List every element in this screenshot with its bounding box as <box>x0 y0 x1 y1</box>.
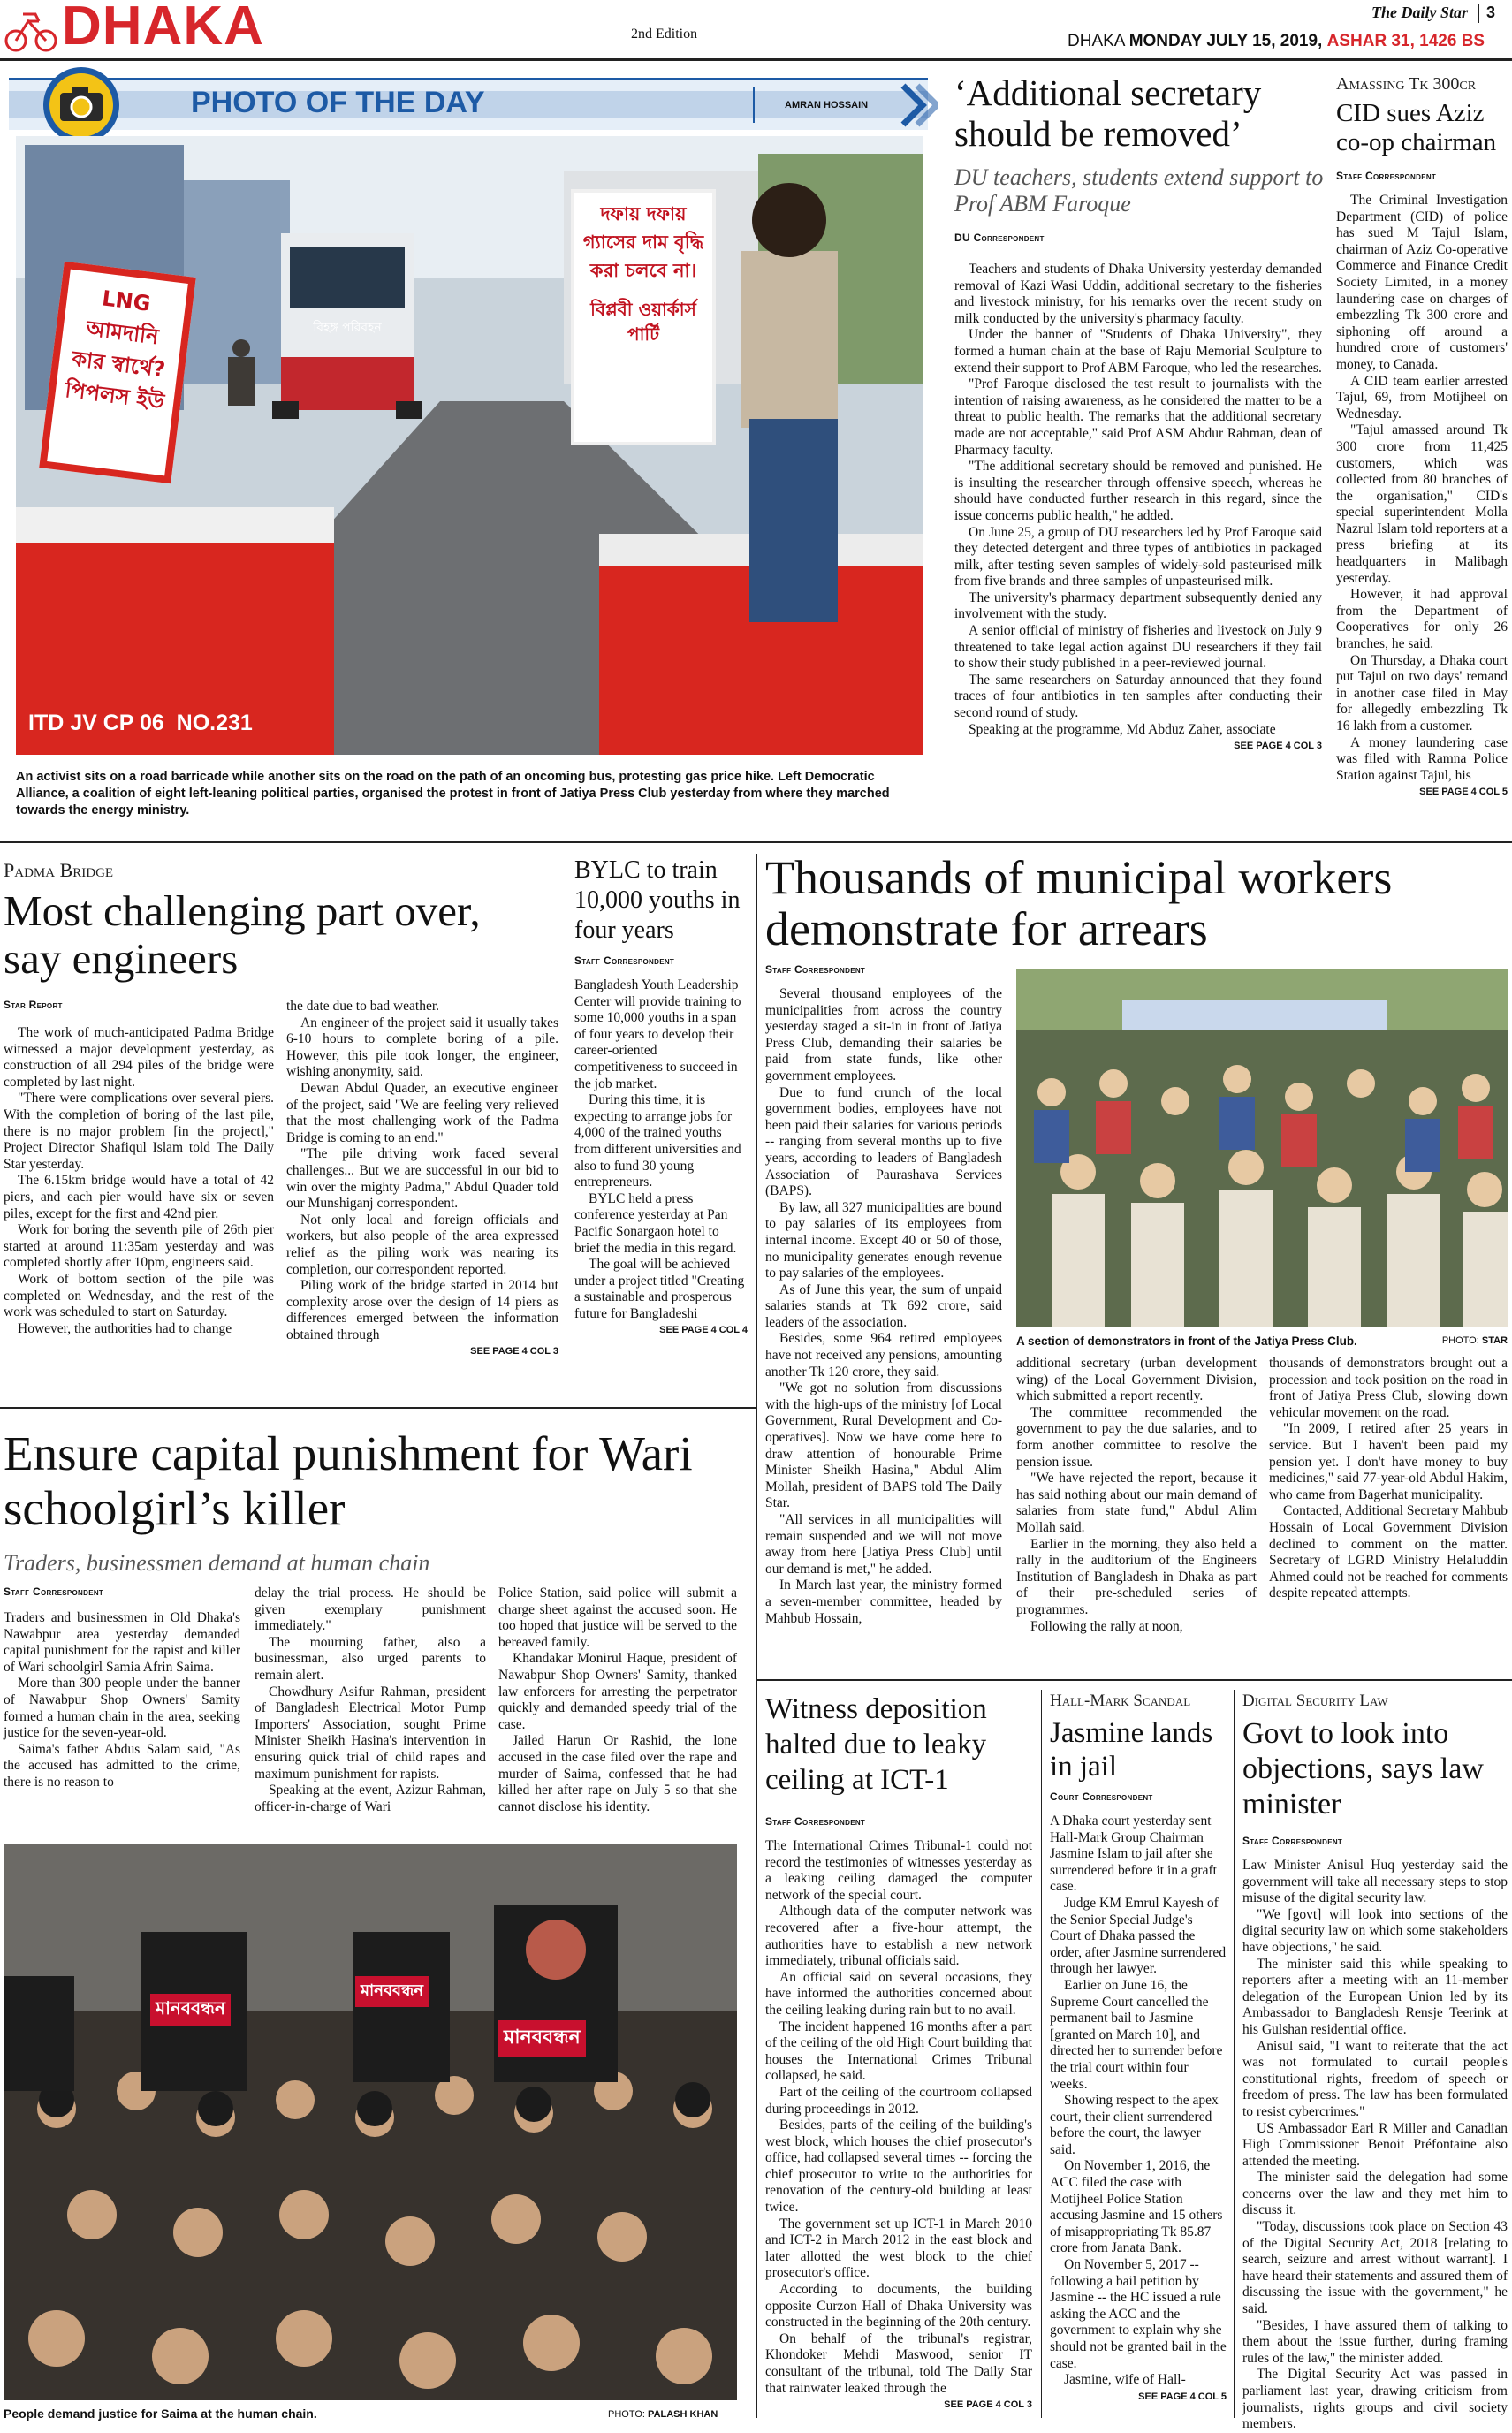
jump-line: SEE PAGE 4 COL 5 <box>1138 2391 1227 2402</box>
banner-title: PHOTO OF THE DAY <box>191 86 485 119</box>
paragraph: The government set up ICT-1 in March 2010 and ICT-2 in March 2012 in the east block and later allotted the west block to the chief prosecutor's office. <box>765 2216 1032 2281</box>
paragraph: Earlier on June 16, the Supreme Court cancelled the permanent bail to Jasmine [granted on March 10], and directed her to surrender before the trial court within four weeks. <box>1050 1977 1223 2092</box>
dateline <box>1068 32 1485 51</box>
paragraph: Piling work of the bridge started in 2014 but complexity arose over the design of 14 piers as differences emerged between the information obtained through <box>286 1278 558 1342</box>
paragraph: "In 2009, I retired after 25 years in service. But I haven't been paid my pension yet. I don't have money to buy medicines," said 77-year-old Abdul Hakim, who came from Bagerhat municipality. <box>1269 1421 1508 1502</box>
wari-headline: Ensure capital punishment for Wari schoolgirl’s killer <box>4 1426 693 1535</box>
column-rule <box>1041 1690 1042 2418</box>
jasmine-kicker: Hall-Mark Scandal <box>1050 1692 1191 1710</box>
photo-credit: AMRAN HOSSAIN <box>785 100 869 110</box>
wari-col-2 <box>255 1585 486 1815</box>
paragraph: During this time, it is expecting to arrange jobs for 4,000 of the trained youths from different universities and also to fund 30 young entrepreneurs. <box>574 1092 741 1190</box>
cid-byline: Staff Correspondent <box>1336 170 1437 182</box>
paragraph: On behalf of the tribunal's registrar, Khondoker Mehdi Maswood, senior IT consultant of the tribunal, told The Daily Star that rainwater leaked through the <box>765 2330 1032 2396</box>
dsa-byline: Staff Correspondent <box>1242 1835 1343 1847</box>
bylc-byline: Staff Correspondent <box>574 954 675 967</box>
paragraph: On June 25, a group of DU researchers led by Prof Faroque said they detected detergent and three types of antibiotics in packaged milk, after testing seven samples of widely-sold pasteurised milk from five brands and three samples of unpasteurised milk. <box>954 524 1322 589</box>
bus-sign: বিহঙ্গ পরিবহন <box>313 321 382 335</box>
sit-in-crowd-scene <box>1016 969 1508 1327</box>
photo-of-day-image <box>16 136 923 755</box>
paragraph: Law Minister Anisul Huq yesterday said the government will take all necessary steps to stop misuse of the digital security law. <box>1242 1858 1508 1906</box>
paragraph: Speaking at the programme, Md Abduz Zaher, associate <box>969 721 1276 737</box>
paragraph: Khandakar Monirul Haque, president of Nawabpur Shop Owners' Samity, thanked law enforcers for arresting the perpetrator quickly and demanded speedy trial of the case. <box>498 1651 737 1732</box>
paragraph: Although data of the computer network was recovered after a five-hour attempt, the authorities have to establish a new network immediately, tribunal officials said. <box>765 1904 1032 1969</box>
jump-line: SEE PAGE 4 COL 3 <box>944 2399 1032 2411</box>
wari-caption <box>4 2406 737 2422</box>
paragraph: "We have rejected the report, because it has said nothing about our main demand of salaries from state fund," Abdul Alim Mollah said. <box>1016 1471 1257 1535</box>
paragraph: US Ambassador Earl R Miller and Canadian High Commissioner Benoit Préfontaine also attended the meeting. <box>1242 2120 1508 2169</box>
municipal-photo <box>1016 969 1508 1327</box>
dateline-city: DHAKA <box>1068 32 1125 50</box>
credit-name: STAR <box>1481 1335 1508 1346</box>
municipal-headline: Thousands of municipal workers demonstrate for arrears <box>765 851 1393 955</box>
paragraph: "We [govt] will look into sections of the digital security law on which some stakeholders have objections," he said. <box>1242 1906 1508 1955</box>
paragraph: Part of the ceiling of the courtroom collapsed during proceedings in 2012. <box>765 2084 1032 2117</box>
placard-label: মানববন্ধন <box>498 2020 586 2057</box>
human-chain-crowd <box>4 1844 737 2400</box>
section-rule <box>756 1679 1512 1681</box>
paper-logo: The Daily Star <box>1371 4 1469 21</box>
ict-headline: Witness deposition halted due to leaky ceiling at ICT-1 <box>765 1693 987 1796</box>
padma-kicker: Padma Bridge <box>4 859 114 881</box>
paragraph: Besides, some 964 retired employees have not received any pensions, amounting another Tk 120 crore, they said. <box>765 1331 1002 1380</box>
paragraph: Anisul said, "I want to reiterate that the act was not formulated to curtail people's constitutional rights, freedom of speech or freedom of press. The law has been formulated to resist cybercrimes." <box>1242 2038 1508 2119</box>
paragraph: "Prof Faroque disclosed the test result to journalists with the intention of raising awareness, as he considered the matter to be a threat to public health. The remarks that the additional secretary made are not acceptable," said Prof ASM Abdur Rahman, dean of Pharmacy faculty. <box>954 376 1322 458</box>
placard-right <box>571 189 716 445</box>
wari-deck: Traders, businessmen demand at human chain <box>4 1550 430 1576</box>
paragraph: Bangladesh Youth Leadership Center will provide training to some 10,000 youths in a span of four years to develop their career-oriented competitiveness to succeed in the job market. <box>574 977 741 1091</box>
paragraph: Not only local and foreign officials and workers, but also people of the area expressed relief as the piling work was nearing its completion, our correspondent reported. <box>286 1212 558 1277</box>
section-rule <box>0 841 1512 843</box>
municipal-col-1 <box>765 986 1002 1627</box>
paragraph: Work of bottom section of the pile was completed on Wednesday, and the rest of the work was scheduled to start on Saturday. <box>4 1271 274 1320</box>
paragraph: Dewan Abdul Quader, an executive engineer of the project, said "We are feeling very relieved that the most challenging work of the Padma Bridge is coming to an end." <box>286 1080 558 1145</box>
column-rule <box>756 854 757 2418</box>
placard-label: মানববন্ধন <box>150 1994 231 2026</box>
paragraph: delay the trial process. He should be given exemplary punishment immediately." <box>255 1585 486 1634</box>
photo-credit <box>1442 1333 1508 1350</box>
paragraph: However, it had approval from the Department of Cooperatives for only 26 branches, he said. <box>1336 587 1508 652</box>
dsa-headline: Govt to look into objections, says law minister <box>1242 1717 1484 1821</box>
photo-credit <box>608 2406 718 2423</box>
paragraph: "The pile driving work faced several challenges... But we are successful in our bid to win over the mighty Padma," Abdul Quader told our Munshiganj correspondent. <box>286 1146 558 1212</box>
placard-right-party: বিপ্লবী ওয়ার্কার্স পার্টি <box>590 299 696 345</box>
wari-photo <box>4 1844 737 2400</box>
masthead <box>0 0 1512 62</box>
paragraph: Due to fund crunch of the local government bodies, employees have not been paid their salaries for various periods -- ranging from several months up to five years, according to leaders of Bangladesh Association of Paurashava Services (BAPS). <box>765 1084 1002 1199</box>
credit-name: PALASH KHAN <box>648 2409 718 2420</box>
paragraph: A CID team earlier arrested Tajul, 69, from Motijheel on Wednesday. <box>1336 373 1508 422</box>
cid-body <box>1336 193 1508 801</box>
municipal-col-2 <box>1016 1356 1257 1635</box>
paragraph: Chowdhury Asifur Rahman, president of Bangladesh Electrical Motor Pump Importers' Association, sought Prime Minister Sheikh Hasina's intervention in ensuring quick trial of child rapes and maximum punishment for rapists. <box>255 1684 486 1782</box>
paragraph: "Besides, I have assured them of talking to them about the issue further, during framing rules of the law," the minister added. <box>1242 2317 1508 2366</box>
paragraph: The goal will be achieved under a project titled "Creating a sustainable and prosperous future for Bangladeshi <box>574 1257 745 1321</box>
jasmine-byline: Court Correspondent <box>1050 1791 1153 1803</box>
paragraph: Besides, parts of the ceiling of the building's west block, which houses the chief prosecutor's office, had collapsed several times -- forcing the chief prosecutor to write to the authorities for renovation of the century-old building at least twice. <box>765 2117 1032 2216</box>
masthead-rule <box>0 58 1512 61</box>
wari-col-1 <box>4 1610 240 1791</box>
caption-text: A section of demonstrators in front of the Jatiya Press Club. <box>1016 1334 1357 1348</box>
padma-col-1 <box>4 1025 274 1337</box>
paragraph: "We got no solution from discussions with the high-ups of the ministry [of Local Government, Rural Development and Co-operatives]. Now we have come here to draw attention of honourable Prime Minister Sheikh Hasina," Abdul Alim Mollah, president of BAPS told The Daily Star. <box>765 1380 1002 1511</box>
jump-line: SEE PAGE 4 COL 3 <box>1234 741 1322 752</box>
paragraph: "Today, discussions took place on Section 43 of the Digital Security Act, 2018 [relating to search, seizure and arrest without warrant]. I have heard their statements and assured them of discussing the issue with the government," he said. <box>1242 2219 1508 2317</box>
paragraph: Judge KM Emrul Kayesh of the Senior Special Judge's Court of Dhaka passed the order, after Jasmine surrendered through her lawyer. <box>1050 1895 1227 1977</box>
paragraph: By law, all 327 municipalities are bound to pay salaries of its employees from internal income. Except 40 or 50 of those, no municipality generates enough revenue to pay salaries of the employees. <box>765 1199 1002 1281</box>
paragraph: the date due to bad weather. <box>286 999 440 1014</box>
paragraph: The Criminal Investigation Department (CID) of police has sued M Tajul Islam, chairman of Aziz Co-operative Commerce and Finance Credit Society Limited, in a money laundering case on charges of embezzling Tk 300 crore and siphoning off around a hundred crore of customers' money, to Canada. <box>1336 193 1508 372</box>
placard-left <box>39 262 196 484</box>
paragraph: Following the rally at noon, <box>1030 1618 1183 1634</box>
paragraph: Teachers and students of Dhaka University yesterday demanded removal of Kazi Wasi Uddin, additional secretary to the fisheries and livestock ministry, for his remarks over the recent study on milk conducted by the university's pharmacy faculty. <box>954 262 1322 326</box>
placard-label: মানববন্ধন <box>355 1976 429 2007</box>
secretary-deck: DU teachers, students extend support to Prof ABM Faroque <box>954 164 1324 217</box>
dsa-kicker: Digital Security Law <box>1242 1692 1388 1710</box>
padma-col-2 <box>286 999 558 1360</box>
ict-byline: Staff Correspondent <box>765 1815 866 1828</box>
paragraph: Earlier in the morning, they also held a rally in the auditorium of the Engineers Institution of Bangladesh in Dhaka as part of their pre-scheduled series of programmes. <box>1016 1536 1257 1617</box>
paragraph: Jailed Harun Or Rashid, the lone accused in the case filed over the rape and murder of Saima, confessed that he had killed her after rape on July 5 so that she cannot disclose his identity. <box>498 1733 737 1814</box>
paragraph: However, the authorities had to change <box>18 1320 232 1336</box>
paragraph: The Digital Security Act was passed in parliament last year, drawing criticism from journalists, rights groups and civil society members. <box>1242 2367 1508 2432</box>
paragraph: additional secretary (urban development wing) of the Local Government Division, which submitted a report recently. <box>1016 1356 1257 1404</box>
paragraph: The International Crimes Tribunal-1 could not record the testimonies of witnesses yesterday as a leaking ceiling damaged the computer network of the special court. <box>765 1838 1032 1903</box>
credit-label: PHOTO: <box>1441 1335 1479 1346</box>
paragraph: The 6.15km bridge would have a total of 42 piers, and each pier would have six or seven piles, except for the first and 42nd pier. <box>4 1173 274 1221</box>
paragraph: The minister said the delegation had some concerns over the law and they met him to discuss it. <box>1242 2170 1508 2218</box>
bylc-body <box>574 977 748 1339</box>
secretary-byline: DU Correspondent <box>954 232 1045 244</box>
paragraph: On November 5, 2017 -- following a bail petition by Jasmine -- the HC issued a rule asking the ACC and the government to explain why she should not be granted bail in the case. <box>1050 2257 1227 2371</box>
banner-divider <box>753 87 755 123</box>
paragraph: According to documents, the building opposite Curzon Hall of Dhaka University was constructed in the beginning of the 20th century. <box>765 2282 1032 2330</box>
paragraph: "There were complications over several piers. With the completion of boring of the last pile, there is no major problem [in the project]," Project Director Shafiqul Islam told The Daily Star yesterday. <box>4 1091 274 1172</box>
secretary-body <box>954 262 1322 755</box>
paragraph: Traders and businessmen in Old Dhaka's Nawabpur area yesterday demanded capital punishment for the rapist and killer of Wari schoolgirl Samia Afrin Saima. <box>4 1610 240 1675</box>
jump-line: SEE PAGE 4 COL 5 <box>1419 787 1508 798</box>
paragraph: A senior official of ministry of fisheries and livestock on July 9 threatened to take legal action against DU researchers if they fail to show their study published in a peer-reviewed journal. <box>954 623 1322 672</box>
paragraph: A money laundering case was filed with Ramna Police Station against Tajul, his <box>1336 734 1508 783</box>
paragraph: The same researchers on Saturday announced that they found traces of four antibiotics in ten samples after conducting their second round of study. <box>954 672 1322 721</box>
paragraph: The university's pharmacy department subsequently denied any involvement with the study. <box>954 589 1322 622</box>
photo-of-day-banner <box>9 78 928 130</box>
photo-of-day-caption: An activist sits on a road barricade while another sits on the road on the path of an oncoming bus, protesting gas price hike. Left Democratic Alliance, a coalition of eight left-leaning political parties, organised the protest in front of Jatiya Press Club yesterday from where they marched towards the energy ministry. <box>16 770 890 817</box>
dateline-date: MONDAY JULY 15, 2019, <box>1128 32 1323 50</box>
placard-right-text: দফায় দফায় গ্যাসের দাম বৃদ্ধি করা চলবে না। <box>582 203 704 281</box>
jasmine-headline: Jasmine lands in jail <box>1050 1717 1213 1783</box>
paragraph: As of June this year, the sum of unpaid salaries stands at Tk 692 crore, said leaders of the association. <box>765 1281 1002 1330</box>
section-rule <box>0 1407 756 1409</box>
wari-byline: Staff Correspondent <box>4 1585 104 1598</box>
paragraph: On November 1, 2016, the ACC filed the case with Motijheel Police Station accusing Jasmine and 15 others of misappropriating Tk 85.87 crore from Janata Bank. <box>1050 2158 1223 2256</box>
paragraph: The work of much-anticipated Padma Bridge witnessed a major development yesterday, as construction of all 294 piles of the bridge were completed by last night. <box>4 1025 274 1090</box>
logo-rule <box>1478 4 1479 23</box>
paragraph: An official said on several occasions, they have informed the authorities concerned about the ceiling leaking during rain but to no avail. <box>765 1969 1032 2018</box>
credit-label: PHOTO: <box>608 2409 645 2420</box>
cid-kicker: Amassing Tk 300cr <box>1336 74 1477 94</box>
dateline-bengali: ASHAR 31, 1426 BS <box>1326 32 1485 50</box>
paragraph: "All services in all municipalities will remain suspended and we will not move away from here [Jatiya Press Club] until our demand is met," he added. <box>765 1512 1002 1577</box>
placard-left-text: LNG আমদানি কার স্বার্থে? পিপলস ইউ <box>64 285 167 414</box>
paragraph: The minister said this while speaking to reporters after a meeting with an 11-member delegation of the European Union led by its Ambassador to Bangladesh Rensje Teerink at his Gulshan residential office. <box>1242 1956 1508 2037</box>
paragraph: Police Station, said police will submit a charge sheet against the accused soon. He too hoped that justice will be served to the bereaved family. <box>498 1585 737 1650</box>
wari-col-3 <box>498 1585 737 1815</box>
paragraph: Speaking at the event, Azizur Rahman, officer-in-charge of Wari <box>255 1783 486 1814</box>
paragraph: In March last year, the ministry formed a seven-member committee, headed by Mahbub Hossain, <box>765 1578 1002 1626</box>
paragraph: BYLC held a press conference yesterday at Pan Pacific Sonargaon hotel to brief the media in this regard. <box>574 1190 737 1256</box>
camera-icon <box>41 65 122 146</box>
jump-line: SEE PAGE 4 COL 4 <box>659 1325 748 1336</box>
paragraph: More than 300 people under the banner of Nawabpur Shop Owners' Samity formed a human chain in the area, seeking justice for the seven-year-old. <box>4 1676 240 1741</box>
paragraph: Contacted, Additional Secretary Mahbub Hossain of Local Government Division declined to comment on the matter. Secretary of LGRD Ministry Helaluddin Ahmed could not be reached for comments despite repeated attempts. <box>1269 1503 1508 1601</box>
page-number: 3 <box>1486 4 1496 21</box>
padma-headline: Most challenging part over, say engineers <box>4 886 481 983</box>
paragraph: "Tajul amassed around Tk 300 crore from 11,425 customers, which was collected from 80 branches of the organisation," CID's special superintendent Molla Nazrul Islam told reporters at a press briefing at its headquarters in Malibagh yesterday. <box>1336 422 1508 586</box>
municipal-col-3 <box>1269 1356 1508 1602</box>
section-title: DHAKA <box>62 0 264 57</box>
paragraph: Under the banner of "Students of Dhaka University", they formed a human chain at the base of Raju Memorial Sculpture to extend their support to Prof ABM Faroque, who led the researches. <box>954 327 1322 376</box>
paragraph: Jasmine, wife of Hall- <box>1064 2372 1186 2388</box>
paragraph: Showing respect to the apex court, their client surrendered before the court, the lawyer said. <box>1050 2093 1219 2157</box>
barrier-text: ITD JV CP 06 NO.231 <box>28 711 253 735</box>
padma-byline: Star Report <box>4 999 63 1011</box>
paragraph: The mourning father, also a businessman, also urged parents to remain alert. <box>255 1634 486 1683</box>
ict-body <box>765 1838 1032 2414</box>
paragraph: thousands of demonstrators brought out a procession and took position on the road in front of Jatiya Press Club, slowing down vehicular movement on the road. <box>1269 1356 1508 1420</box>
paragraph: The incident happened 16 months after a part of the ceiling of the old High Court building that houses the International Crimes Tribunal collapsed, he said. <box>765 2019 1032 2084</box>
dsa-body <box>1242 1858 1508 2433</box>
paragraph: The committee recommended the government to pay the due salaries, and to form another committee to resolve the pension issue. <box>1016 1404 1257 1470</box>
paragraph: Saima's father Abdus Salam said, "As the accused has admitted to the crime, there is no reason to <box>4 1741 240 1790</box>
bylc-headline: BYLC to train 10,000 youths in four years <box>574 856 741 944</box>
caption-text: People demand justice for Saima at the human chain. <box>4 2406 317 2421</box>
cid-headline: CID sues Aziz co-op chairman <box>1336 99 1497 156</box>
municipal-caption <box>1016 1333 1508 1350</box>
paragraph: An engineer of the project said it usually takes 6-10 hours to complete boring of a pile. However, this pile took longer, the engineer, wishing anonymity, said. <box>286 1015 558 1080</box>
paragraph: A Dhaka court yesterday sent Hall-Mark Group Chairman Jasmine Islam to jail after she surrendered before it in a graft case. <box>1050 1813 1217 1895</box>
secretary-headline: ‘Additional secretary should be removed’ <box>954 72 1262 154</box>
edition-label: 2nd Edition <box>631 27 698 42</box>
chevron-right-icon <box>900 82 938 128</box>
column-rule <box>1234 1690 1235 2418</box>
paragraph: "The additional secretary should be removed and punished. He is insulting the researcher through offensive speech, whereas he should have conducted further research in this regard, since the issue concerns public health," he added. <box>954 459 1322 523</box>
paragraph: On Thursday, a Dhaka court put Tajul on two days' remand in another case filed in May for allegedly embezzling Tk 16 lakh from a customer. <box>1336 652 1508 734</box>
municipal-byline: Staff Correspondent <box>765 963 866 976</box>
paragraph: Work for boring the seventh pile of 26th pier started at around 11:35am yesterday and was completed shortly after 10pm, engineers said. <box>4 1222 274 1271</box>
rickshaw-icon <box>4 5 58 53</box>
paragraph: Several thousand employees of the municipalities from across the country yesterday staged a sit-in in front of Jatiya Press Club, demanding their salaries be paid from state funds, like other government employees. <box>765 986 1002 1083</box>
jasmine-body <box>1050 1813 1227 2405</box>
jump-line: SEE PAGE 4 COL 3 <box>470 1346 558 1357</box>
